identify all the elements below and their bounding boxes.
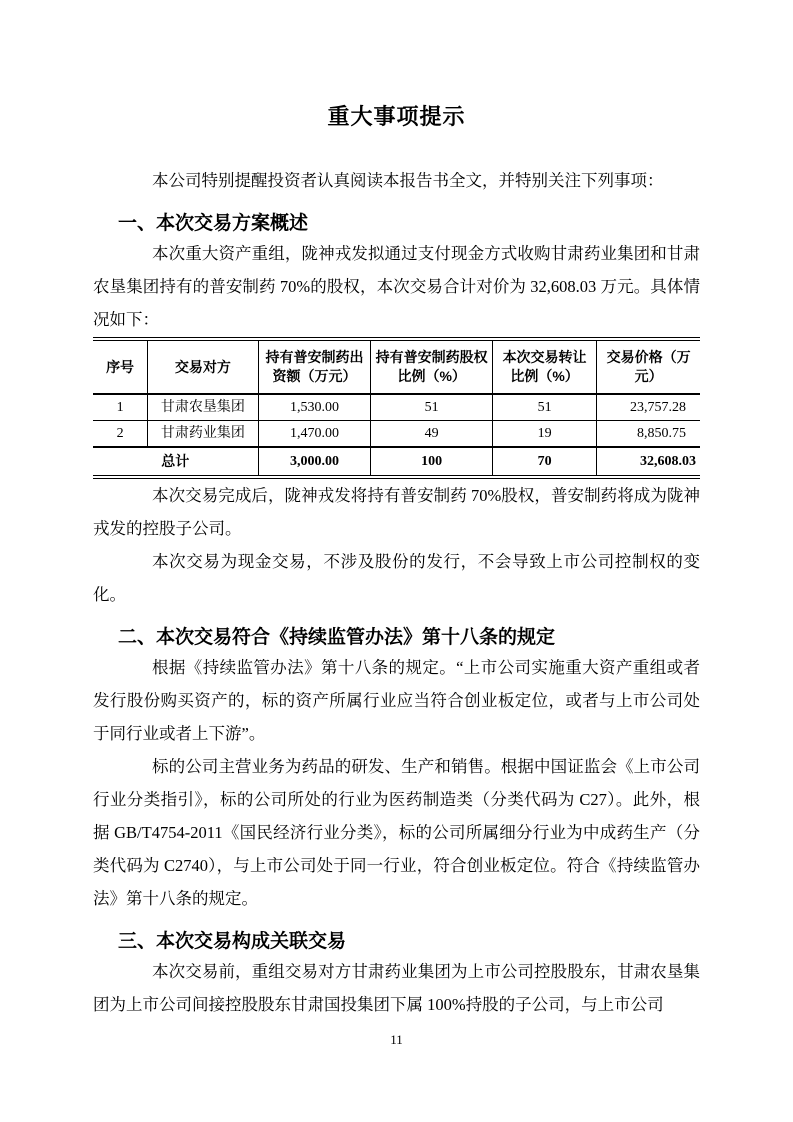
table-row xyxy=(93,394,700,421)
intro-paragraph: 本公司特别提醒投资者认真阅读本报告书全文，并特别关注下列事项： xyxy=(152,171,664,190)
section-2-paragraph-1: 根据《持续监管办法》第十八条的规定。“上市公司实施重大资产重组或者发行股份购买资产的，标的资产所属行业应当符合创业板定位，或者与上市公司处于同行业或者上下游”。 xyxy=(93,658,700,743)
table-row xyxy=(93,421,700,448)
total-capital: 3,000.00 xyxy=(258,447,371,477)
header-cell-price: 交易价格（万元） xyxy=(597,339,700,394)
total-label: 总计 xyxy=(93,447,258,477)
cell-index: 2 xyxy=(93,421,148,448)
transaction-summary-table xyxy=(93,337,700,479)
cell-transfer-ratio: 19 xyxy=(492,421,596,448)
header-cell-equity-ratio: 持有普安制药股权比例（%） xyxy=(371,339,492,394)
cell-capital: 1,470.00 xyxy=(258,421,371,448)
cell-capital: 1,530.00 xyxy=(258,394,371,421)
header-cell-index: 序号 xyxy=(93,339,148,394)
total-equity-ratio: 100 xyxy=(371,447,492,477)
page-title: 重大事项提示 xyxy=(327,104,466,129)
header-cell-transfer-ratio: 本次交易转让比例（%） xyxy=(492,339,596,394)
header-cell-capital: 持有普安制药出资额（万元） xyxy=(258,339,371,394)
section-2-heading: 二、本次交易符合《持续监管办法》第十八条的规定 xyxy=(118,627,556,648)
table-header-row xyxy=(93,339,700,394)
section-1-paragraph-1: 本次重大资产重组，陇神戎发拟通过支付现金方式收购甘肃药业集团和甘肃农垦集团持有的普安制药 70%的股权，本次交易合计对价为 32,608.03 万元。具体情况如下： xyxy=(93,244,700,329)
cell-equity-ratio: 51 xyxy=(371,394,492,421)
section-3-paragraph-1: 本次交易前，重组交易对方甘肃药业集团为上市公司控股股东，甘肃农垦集团为上市公司间接控股股东甘肃国投集团下属 100%持股的子公司，与上市公司 xyxy=(93,962,700,1014)
cell-counterparty: 甘肃农垦集团 xyxy=(148,394,258,421)
cell-equity-ratio: 49 xyxy=(371,421,492,448)
total-transfer-ratio: 70 xyxy=(492,447,596,477)
cell-price: 8,850.75 xyxy=(597,421,700,448)
total-price: 32,608.03 xyxy=(597,447,700,477)
section-1-paragraph-3: 本次交易为现金交易，不涉及股份的发行，不会导致上市公司控制权的变化。 xyxy=(93,552,700,604)
cell-counterparty: 甘肃药业集团 xyxy=(148,421,258,448)
section-2-paragraph-2: 标的公司主营业务为药品的研发、生产和销售。根据中国证监会《上市公司行业分类指引》，标的公司所处的行业为医药制造类（分类代码为 C27）。此外，根据 GB/T4754-2011《国民经济行业分类》，标的公司所属细分行业为中成药生产（分类代码为 C2740），与上市公司处于同一行业，符合创业板定位。符合《持续监管办法》第十八条的规定。 xyxy=(93,757,700,908)
cell-index: 1 xyxy=(93,394,148,421)
section-3-heading: 三、本次交易构成关联交易 xyxy=(118,931,347,952)
cell-transfer-ratio: 51 xyxy=(492,394,596,421)
cell-price: 23,757.28 xyxy=(597,394,700,421)
page-number: 11 xyxy=(390,1032,403,1047)
table-total-row xyxy=(93,447,700,477)
section-1-heading: 一、本次交易方案概述 xyxy=(118,213,309,234)
header-cell-counterparty: 交易对方 xyxy=(148,339,258,394)
section-1-paragraph-2: 本次交易完成后，陇神戎发将持有普安制药 70%股权，普安制药将成为陇神戎发的控股子公司。 xyxy=(93,486,700,538)
